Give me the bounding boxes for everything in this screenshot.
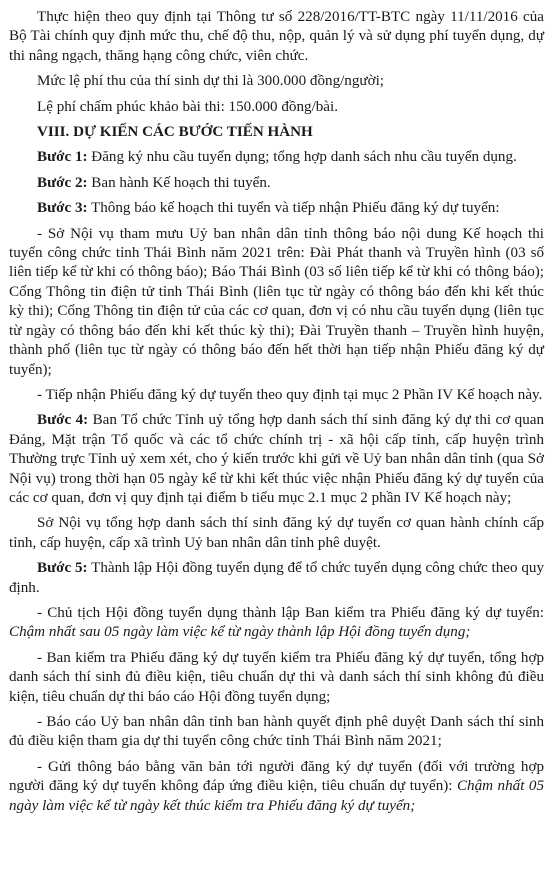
intro-paragraph: Thực hiện theo quy định tại Thông tư số 228/2016/TT-BTC ngày 11/11/2016 của Bộ Tài chính quy định mức thu, chế độ thu, nộp, quản lý và sử dụng phí tuyển dụng, dự thi nâng ngạch, thăng hạng công chức, viên chức. bbox=[9, 9, 544, 64]
step-5-item-1-deadline: Chậm nhất sau 05 ngày làm việc kể từ ngày thành lập Hội đồng tuyển dụng; bbox=[9, 624, 471, 641]
step-5-text: Thành lập Hội đồng tuyển dụng để tổ chức tuyển dụng công chức theo quy định. bbox=[9, 560, 544, 596]
review-fee-paragraph: Lệ phí chấm phúc khảo bài thi: 150.000 đồng/bài. bbox=[37, 98, 338, 115]
step-5-item-4-deadline: Chậm nhất 05 ngày làm việc kể từ ngày kết thúc kiểm tra Phiếu đăng ký dự tuyển; bbox=[9, 778, 544, 814]
step-5 bbox=[9, 559, 544, 598]
step-5-label: Bước 5: bbox=[37, 560, 88, 577]
section-heading: VIII. DỰ KIẾN CÁC BƯỚC TIẾN HÀNH bbox=[37, 124, 313, 141]
step-3-text: Thông báo kế hoạch thi tuyển và tiếp nhận Phiếu đăng ký dự tuyển: bbox=[87, 200, 500, 217]
fee-paragraph: Mức lệ phí thu của thí sinh dự thi là 300.000 đồng/người; bbox=[37, 73, 384, 90]
step-5-item-3: - Báo cáo Uỷ ban nhân dân tỉnh ban hành quyết định phê duyệt Danh sách thí sinh đủ điều kiện tham gia dự thi tuyển công chức tỉnh Thái Bình năm 2021; bbox=[9, 714, 544, 750]
step-1-label: Bước 1: bbox=[37, 149, 88, 166]
step-3-item-1: - Sở Nội vụ tham mưu Uỷ ban nhân dân tỉnh thông báo nội dung Kế hoạch thi tuyển công chức tỉnh Thái Bình năm 2021 trên: Đài Phát thanh và Truyền hình (03 số liên tiếp kể từ khi có thông báo); Báo Thái Bình (03 số liên tiếp kể từ khi có thông báo); Cổng Thông tin điện tử tỉnh Thái Bình (liên tục từ ngày có thông báo đến khi kết thúc kỳ thi); Cổng Thông tin điện tử của các cơ quan, đơn vị có nhu cầu tuyển dụng (liên tục từ ngày có thông báo đến khi kết thúc kỳ thi); Đài Truyền thanh – Truyền hình huyện, thành phố (liên tục từ ngày có thông báo đến hết thời hạn tiếp nhận Phiếu đăng ký dự tuyển); bbox=[9, 225, 544, 378]
step-3-label: Bước 3: bbox=[37, 200, 88, 217]
step-5-item-1-text: - Chủ tịch Hội đồng tuyển dụng thành lập Ban kiểm tra Phiếu đăng ký dự tuyển: bbox=[37, 604, 544, 621]
step-5-item-4-text: - Gửi thông báo bằng văn bản tới người đăng ký dự tuyển (đối với trường hợp người đăng ký dự tuyển không đáp ứng điều kiện, tiêu chuẩn dự tuyển): bbox=[9, 758, 544, 795]
step-5-item-1 bbox=[9, 604, 544, 643]
step-3 bbox=[9, 199, 544, 218]
step-4-label: Bước 4: bbox=[37, 412, 89, 429]
step-4 bbox=[9, 411, 544, 508]
step-1-text: Đăng ký nhu cầu tuyển dụng; tổng hợp danh sách nhu cầu tuyển dụng. bbox=[87, 149, 517, 166]
step-1 bbox=[9, 148, 544, 167]
step-4-item-1: Sở Nội vụ tổng hợp danh sách thí sinh đăng ký dự tuyển cơ quan hành chính cấp tỉnh, cấp huyện, cấp xã trình Uỷ ban nhân dân tỉnh phê duyệt. bbox=[9, 515, 544, 551]
step-3-item-2: - Tiếp nhận Phiếu đăng ký dự tuyển theo quy định tại mục 2 Phần IV Kế hoạch này. bbox=[37, 386, 543, 403]
step-5-item-2: - Ban kiểm tra Phiếu đăng ký dự tuyển kiểm tra Phiếu đăng ký dự tuyển, tổng hợp danh sách thí sinh đủ điều kiện, tiêu chuẩn dự thi và danh sách thí sinh không đủ điều kiện, tiêu chuẩn dự thi báo cáo Hội đồng tuyển dụng; bbox=[9, 649, 544, 705]
step-4-text: Ban Tổ chức Tỉnh uỷ tổng hợp danh sách thí sinh đăng ký dự thi cơ quan Đảng, Mặt trận Tổ quốc và các tổ chức chính trị - xã hội cấp tỉnh, cấp huyện trình Thường trực Tỉnh uỷ xem xét, cho ý kiến trước khi gửi về Uỷ ban nhân dân tỉnh (qua Sở Nội vụ) trong thời hạn 05 ngày kể từ khi kết thúc việc nhận Phiếu đăng ký dự tuyển của các cơ quan, đơn vị quy định tại điểm b tiểu mục 2.1 mục 2 phần IV Kế hoạch này; bbox=[9, 412, 544, 506]
step-2-label: Bước 2: bbox=[37, 174, 88, 191]
step-5-item-4 bbox=[9, 758, 544, 816]
step-2 bbox=[9, 174, 544, 193]
step-2-text: Ban hành Kế hoạch thi tuyển. bbox=[87, 174, 271, 191]
